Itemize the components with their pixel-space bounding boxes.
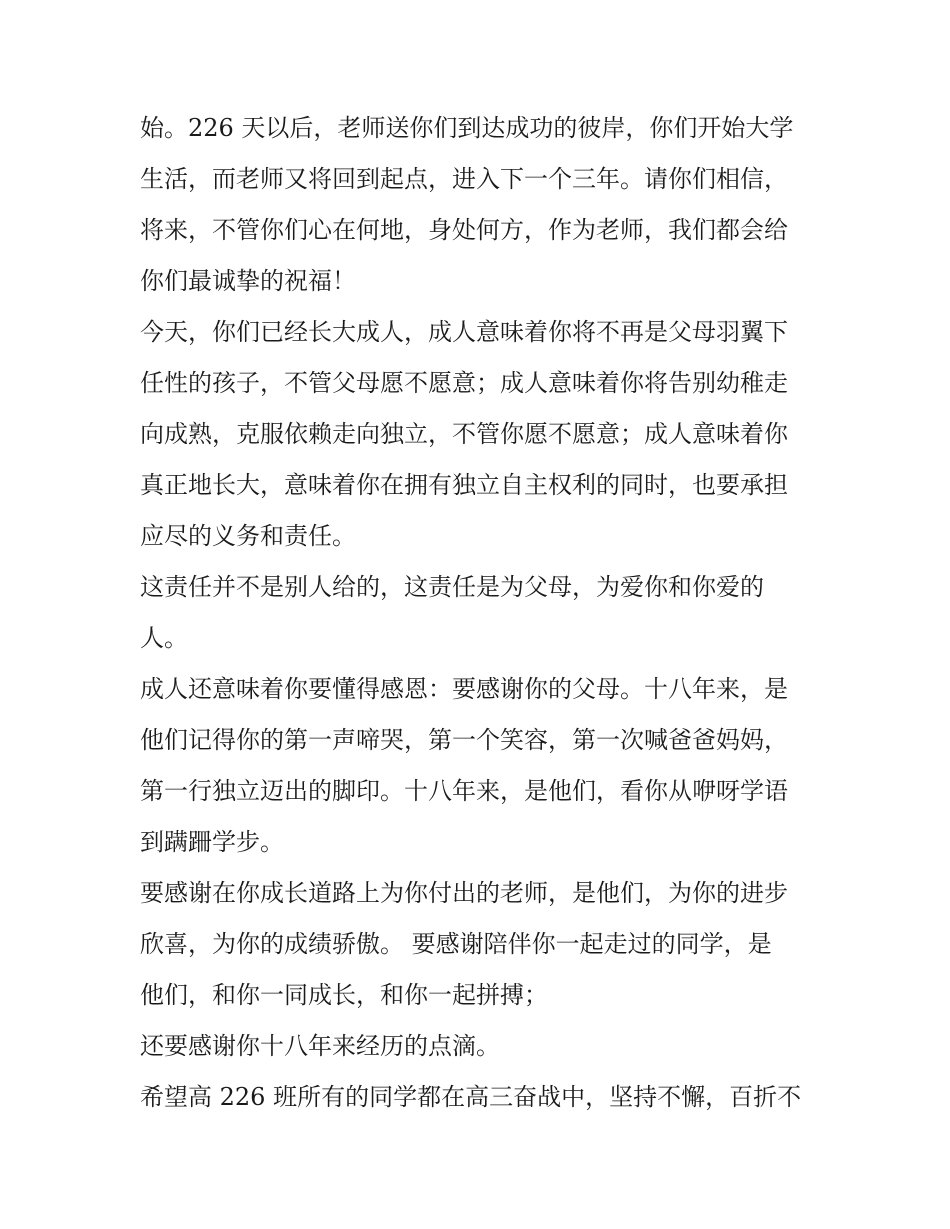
text-line: 还要感谢你十八年来经历的点滴。 <box>140 1032 500 1060</box>
text-line: 他们，和你一同成长，和你一起拼搏； <box>140 981 548 1009</box>
text-line: 到蹒跚学步。 <box>140 828 284 856</box>
text-line: 真正地长大，意味着你在拥有独立自主权利的同时，也要承担 <box>140 471 788 499</box>
text-line: 人。 <box>140 624 188 652</box>
text-line: 第一行独立迈出的脚印。十八年来，是他们，看你从咿呀学语 <box>140 777 788 805</box>
text-line: 要感谢在你成长道路上为你付出的老师，是他们，为你的进步 <box>140 879 788 907</box>
text-line: 这责任并不是别人给的，这责任是为父母，为爱你和你爱的 <box>140 573 764 601</box>
body-text <box>140 103 820 1123</box>
text-line: 今天，你们已经长大成人，成人意味着你将不再是父母羽翼下 <box>140 318 788 346</box>
text-line: 应尽的义务和责任。 <box>140 522 356 550</box>
text-line: 任性的孩子，不管父母愿不愿意；成人意味着你将告别幼稚走 <box>140 369 788 397</box>
text-line: 他们记得你的第一声啼哭，第一个笑容，第一次喊爸爸妈妈， <box>140 726 788 754</box>
text-line: 希望高 226 班所有的同学都在高三奋战中，坚持不懈，百折不 <box>140 1083 802 1111</box>
text-line: 始。226 天以后，老师送你们到达成功的彼岸，你们开始大学 <box>140 114 794 142</box>
text-line: 欣喜，为你的成绩骄傲。 要感谢陪伴你一起走过的同学，是 <box>140 930 772 958</box>
text-line: 成人还意味着你要懂得感恩：要感谢你的父母。十八年来，是 <box>140 675 788 703</box>
text-line: 生活，而老师又将回到起点，进入下一个三年。请你们相信， <box>140 165 788 193</box>
text-line: 你们最诚挚的祝福！ <box>140 267 356 295</box>
text-line: 向成熟，克服依赖走向独立，不管你愿不愿意；成人意味着你 <box>140 420 788 448</box>
text-line: 将来，不管你们心在何地，身处何方，作为老师，我们都会给 <box>140 216 788 244</box>
